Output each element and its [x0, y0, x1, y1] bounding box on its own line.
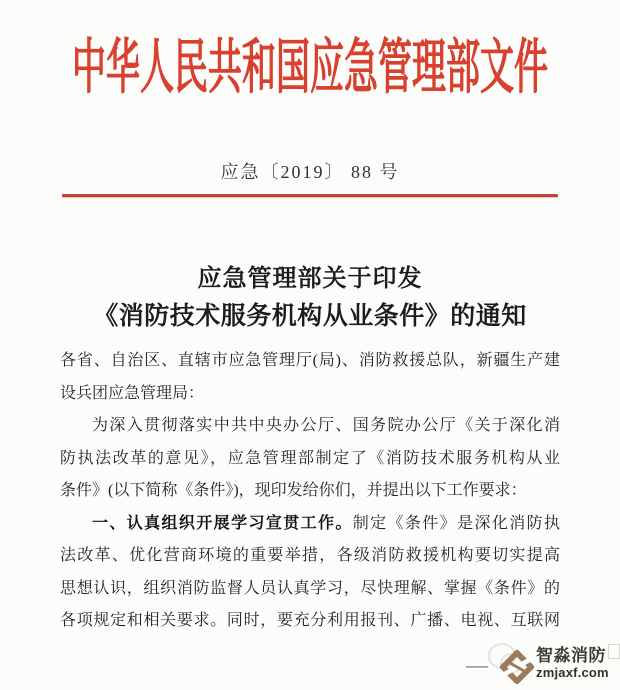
salutation-line: 各省、自治区、直辖市应急管理厅(局)、消防救援总队，新疆生产建	[60, 352, 560, 369]
red-divider-rule	[62, 194, 558, 197]
section-heading-bold: 一、认真组织开展学习宣贯工作。	[92, 514, 353, 532]
paragraph-line: 法改革、优化营商环境的重要举措，各级消防救援机构要切实提高	[60, 547, 560, 564]
paragraph-line	[60, 508, 560, 541]
paragraph-line: 各项规定和相关要求。同时，要充分利用报刊、广播、电视、互联网	[60, 612, 560, 629]
watermark-url: zmjaxf.com	[536, 665, 609, 680]
document-body	[60, 345, 560, 638]
paragraph-text: 制定《条件》是深化消防执	[352, 514, 560, 532]
letterhead-title: 中华人民共和国应急管理部文件	[72, 36, 548, 102]
salutation-line: 设兵团应急管理局：	[60, 384, 205, 402]
watermark	[440, 640, 620, 690]
watermark-brand-name: 智淼消防	[536, 646, 606, 665]
paragraph-line: 思想认识，组织消防监督人员认真学习，尽快理解、掌握《条件》的	[60, 579, 560, 597]
faint-stamp-icon	[608, 644, 620, 659]
document-number: 应急〔2019〕 88 号	[220, 162, 400, 182]
zhimiao-diamond-logo-icon	[500, 650, 534, 689]
watermark-dash: —	[466, 652, 488, 677]
notice-title-line-2: 《消防技术服务机构从业条件》的通知	[93, 303, 527, 330]
watermark-text-column	[536, 644, 620, 680]
notice-title-line-1: 应急管理部关于印发	[197, 266, 423, 292]
paragraph-line: 为深入贯彻落实中共中央办公厅、国务院办公厅《关于深化消	[92, 417, 560, 434]
paragraph-line: 防执法改革的意见》，应急管理部制定了《消防技术服务机构从业	[60, 449, 560, 467]
paragraph-line: 条件》(以下简称《条件》)，现印发给你们，并提出以下工作要求：	[60, 482, 527, 499]
